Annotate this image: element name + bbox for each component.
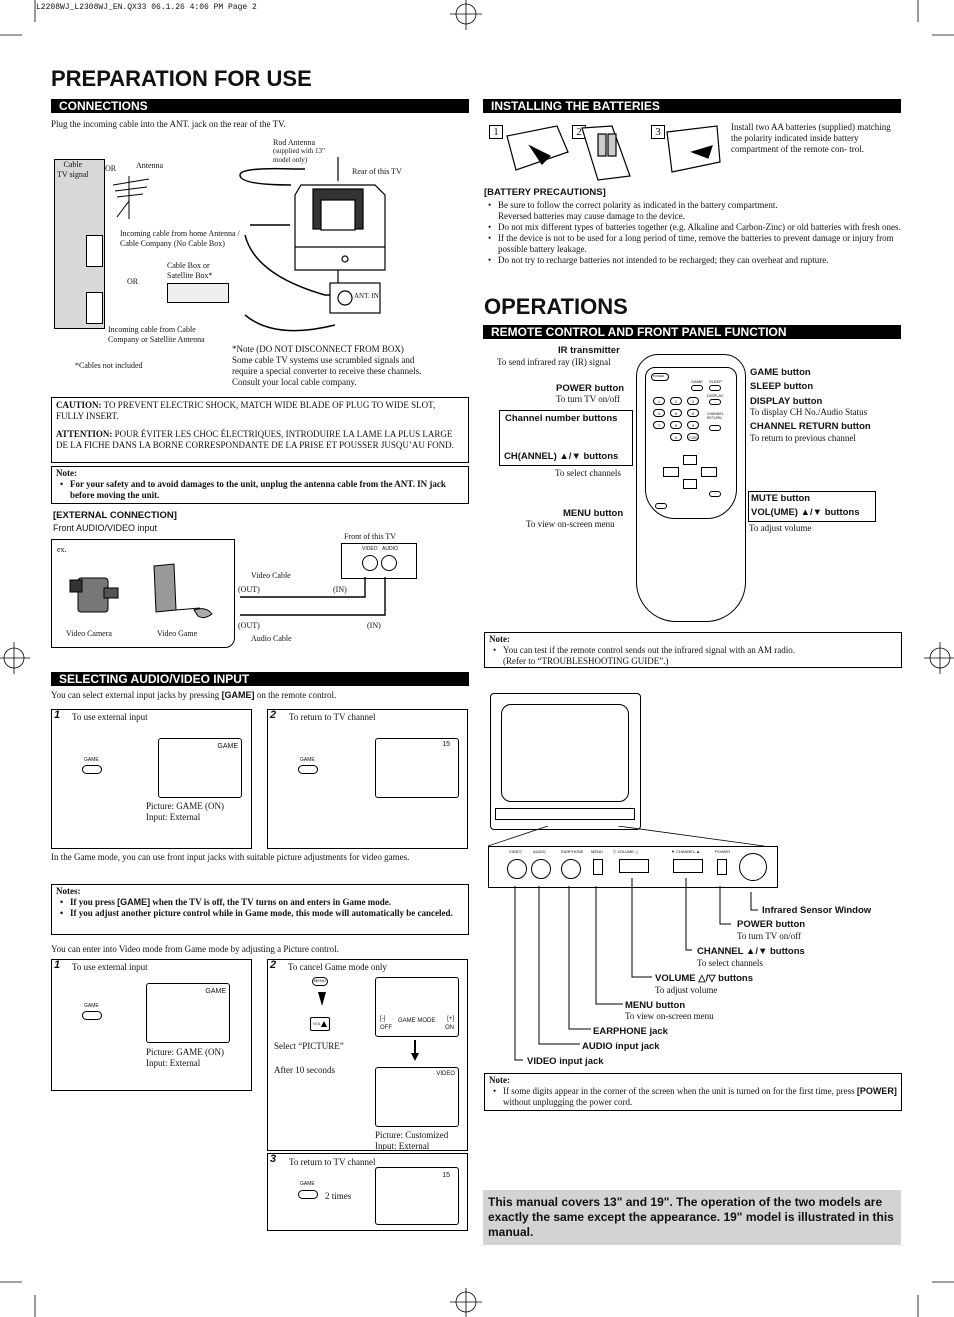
- step1-game-label: GAME: [84, 757, 99, 763]
- remote-number-button[interactable]: 3: [687, 397, 699, 405]
- two-times-text: 2 times: [325, 1191, 352, 1201]
- rear-tv-label: Rear of this TV: [352, 167, 402, 176]
- in-label-2: (IN): [367, 621, 381, 630]
- game-button-icon[interactable]: [82, 765, 102, 774]
- rod-antenna-note: (supplied with 13" model only): [273, 147, 325, 164]
- note-game-cancel: • If you adjust another picture control while in Game mode, this mode will automatically be canceled.: [56, 908, 464, 919]
- step1-screen: [158, 738, 242, 798]
- note-label: Note:: [56, 468, 77, 478]
- battery-install-text: Install two AA batteries (supplied) matching the polarity indicated inside battery compartment of the remote con- trol.: [731, 122, 891, 154]
- panel-label: POWER: [715, 849, 731, 854]
- notes-label: Notes:: [56, 886, 81, 896]
- remote-number-button[interactable]: 7: [653, 421, 665, 429]
- tv-screen: [501, 704, 629, 802]
- ir-transmitter-desc: To send infrared ray (IR) signal: [497, 357, 611, 367]
- precaution-item: • Be sure to follow the correct polarity as indicated in the battery compartment. Reversed batteries may cause damage to the device.: [484, 200, 902, 222]
- step1-number: 1: [54, 709, 61, 721]
- external-connection-heading: [EXTERNAL CONNECTION]: [53, 510, 177, 521]
- or-label-1: OR: [105, 164, 117, 173]
- panel-volume-desc: To adjust volume: [655, 985, 718, 995]
- cables-not-included: *Cables not included: [75, 361, 143, 370]
- volume-button-label: VOL(UME) ▲/▼ buttons: [751, 507, 860, 518]
- note-label: Note:: [489, 1075, 510, 1085]
- remote-menu-button[interactable]: [655, 503, 667, 509]
- antenna-icon: [109, 171, 154, 221]
- cable-box-icon: [167, 283, 229, 303]
- vstep1-number: 1: [54, 959, 61, 971]
- display-button-desc: To display CH No./Audio Status: [750, 407, 868, 417]
- panel-volume-label: VOLUME △/▽ buttons: [655, 973, 753, 984]
- power-button-desc: To turn TV on/off: [556, 394, 621, 404]
- vstep3-game-label: GAME: [300, 1181, 315, 1187]
- panel-menu-desc: To view on-screen menu: [625, 1011, 714, 1021]
- panel-callout-lines: [488, 826, 768, 848]
- ch-updown-label: CH(ANNEL) ▲/▼ buttons: [504, 451, 619, 462]
- remote-display-text: DISPLAY: [707, 393, 724, 398]
- menu-button-label: MENU button: [563, 508, 624, 519]
- battery-step-3: 3: [651, 125, 665, 139]
- remote-display-button[interactable]: [709, 399, 721, 405]
- panel-earphone-label: EARPHONE jack: [593, 1026, 668, 1037]
- battery-precautions-list: [484, 200, 902, 266]
- panel-label: MENU: [591, 849, 603, 854]
- step2-screen-text: 15: [442, 741, 450, 748]
- av-cables: [235, 565, 415, 635]
- remote-number-button[interactable]: 5: [670, 409, 682, 417]
- antenna-label: Antenna: [136, 161, 164, 170]
- vstep1-text: To use external input: [72, 962, 148, 972]
- step1-text: To use external input: [72, 712, 148, 722]
- remote-ch-up[interactable]: [683, 455, 697, 465]
- batteries-heading: INSTALLING THE BATTERIES: [483, 99, 901, 113]
- remote-direction-pad: [663, 455, 719, 491]
- vol-up-button-icon[interactable]: VOL: [310, 1017, 330, 1031]
- panel-power-desc: To turn TV on/off: [737, 931, 802, 941]
- ir-transmitter-label: IR transmitter: [558, 345, 620, 356]
- video-camera-icon: [66, 568, 122, 618]
- note-am-radio-box: [484, 632, 902, 668]
- note-label: Note:: [489, 634, 510, 644]
- cable-box-label: Cable Box or Satellite Box*: [167, 261, 213, 280]
- connections-heading: CONNECTIONS: [51, 99, 469, 113]
- manual-coverage-box: This manual covers 13" and 19". The operation of the two models are exactly the same except the appearance. 19" model is illustrated in this manual.: [483, 1190, 901, 1245]
- game-button-icon[interactable]: [298, 765, 318, 774]
- remote-number-button[interactable]: 4: [653, 409, 665, 417]
- scramble-note: *Note (DO NOT DISCONNECT FROM BOX) Some cable TV systems use scrambled signals and require a special converter to receive these channels. Consult your local cable company.: [232, 344, 422, 387]
- incoming-home-label: Incoming cable from home Antenna / Cable Company (No Cable Box): [120, 229, 240, 248]
- remote-chret-button[interactable]: [709, 425, 721, 431]
- rod-antenna-label: Rod Antenna: [273, 138, 315, 147]
- vstep1-game-label: GAME: [84, 1003, 99, 1009]
- panel-power-label: POWER button: [737, 919, 806, 930]
- step2-text: To return to TV channel: [289, 712, 376, 722]
- tv-control-strip: [495, 808, 635, 820]
- out-label-2: (OUT): [238, 621, 260, 630]
- ch-updown-desc: To select channels: [555, 468, 621, 478]
- panel-video-label: VIDEO input jack: [527, 1056, 604, 1067]
- remote-number-button[interactable]: 2: [670, 397, 682, 405]
- display-button-label: DISPLAY button: [750, 396, 823, 407]
- menu-button-desc: To view on-screen menu: [526, 519, 615, 529]
- cable-tv-signal-label: Cable TV signal: [57, 160, 89, 179]
- panel-label: ▽ VOLUME △: [613, 849, 639, 854]
- vstep3-screen: 15: [375, 1167, 459, 1225]
- panel-channel-buttons[interactable]: [673, 859, 703, 873]
- remote-chret-text: CHANNEL RETURN: [707, 412, 724, 420]
- remote-game-text: GAME: [691, 379, 703, 384]
- caution-text: CAUTION: TO PREVENT ELECTRIC SHOCK, MATCH WIDE BLADE OF PLUG TO WIDE SLOT, FULLY INSERT.: [56, 400, 436, 421]
- panel-volume-buttons[interactable]: [619, 859, 649, 873]
- incoming-box-label: Incoming cable from Cable Company or Satellite Antenna: [108, 325, 205, 344]
- page-title: PREPARATION FOR USE: [51, 66, 312, 91]
- step1-caption: Picture: GAME (ON) Input: External: [146, 801, 224, 822]
- channel-return-label: CHANNEL RETURN button: [750, 421, 871, 432]
- notes-game-box: [51, 884, 469, 935]
- vstep2-caption: Picture: Customized Input: External: [375, 1130, 449, 1151]
- game-mode-screen: [-] GAME MODE [+] OFF ON: [375, 977, 459, 1037]
- down-arrowhead-icon: [411, 1053, 419, 1061]
- game-mode-text: In the Game mode, you can use front input jacks with suitable picture adjustments for video games.: [51, 852, 410, 862]
- vstep1-caption: Picture: GAME (ON) Input: External: [146, 1047, 224, 1068]
- remote-heading: REMOTE CONTROL AND FRONT PANEL FUNCTION: [483, 325, 901, 339]
- note-power-text: • If some digits appear in the corner of the screen when the unit is turned on for the first time, press [POWER] without unplugging the power cord.: [489, 1086, 897, 1108]
- panel-label: VIDEO: [509, 849, 522, 854]
- wall-jack-2: [86, 292, 103, 324]
- panel-label: ▼ CHANNEL ▲: [671, 849, 701, 854]
- or-label-2: OR: [127, 277, 139, 286]
- video-cable-label: Video Cable: [251, 571, 291, 580]
- note-unplug-box: [51, 466, 469, 504]
- channel-return-desc: To return to previous channel: [750, 433, 856, 443]
- remote-game-button[interactable]: [691, 385, 703, 391]
- remote-sleep-text: SLEEP: [709, 379, 722, 384]
- battery-step-1: 1: [489, 125, 503, 139]
- remote-power-button[interactable]: POWER: [651, 373, 669, 381]
- remote-number-button[interactable]: 0: [670, 433, 682, 441]
- remote-vol-down[interactable]: [663, 467, 679, 477]
- remote-sleep-button[interactable]: [709, 385, 721, 391]
- operations-title: OPERATIONS: [484, 294, 628, 319]
- remote-number-button[interactable]: 8: [670, 421, 682, 429]
- caution-box: [51, 397, 469, 463]
- vstep3-text: To return to TV channel: [289, 1157, 376, 1167]
- front-tv-label: Front of this TV: [344, 532, 397, 541]
- vstep2-text: To cancel Game mode only: [288, 962, 387, 972]
- step2-number: 2: [270, 709, 277, 721]
- channel-number-label: Channel number buttons: [505, 413, 618, 424]
- power-button-label: POWER button: [556, 383, 625, 394]
- infrared-sensor-label: Infrared Sensor Window: [762, 905, 872, 916]
- attention-text: ATTENTION: POUR ÉVITER LES CHOC ÉLECTRIQUES, INTRODUIRE LA LAME LA PLUS LARGE DE LA FICHE DANS LA BORNE CORRESPONDANTE DE LA PRISE ET POUSSER JUSQU’AU FOND.: [56, 429, 454, 450]
- remote-vol-up[interactable]: [701, 467, 717, 477]
- remote-control-body: [636, 354, 746, 622]
- battery-precautions-label: [BATTERY PRECAUTIONS]: [484, 187, 606, 198]
- remote-ch-down[interactable]: [683, 479, 697, 489]
- selecting-intro: You can select external input jacks by pressing [GAME] on the remote control.: [51, 690, 337, 700]
- video-mode-text: You can enter into Video mode from Game mode by adjusting a Picture control.: [51, 944, 339, 954]
- panel-label: EARPHONE: [561, 849, 584, 854]
- video-camera-label: Video Camera: [66, 629, 112, 638]
- vstep3-number: 3: [270, 1153, 277, 1165]
- remote-number-button[interactable]: 9: [687, 421, 699, 429]
- sleep-button-label: SLEEP button: [750, 381, 814, 392]
- remote-keypad: [653, 397, 705, 447]
- precaution-item: • Do not mix different types of batteries together (e.g. Alkaline and Carbon-Zinc) or old batteries with fresh ones.: [484, 222, 902, 233]
- remote-mute-button[interactable]: [709, 491, 721, 497]
- tv-front-illustration: [490, 693, 641, 830]
- battery-step-2: 2: [572, 125, 586, 139]
- note-power-box: [484, 1073, 902, 1111]
- selecting-heading: SELECTING AUDIO/VIDEO INPUT: [51, 672, 469, 686]
- ex-label: ex.: [57, 545, 67, 554]
- mute-button-label: MUTE button: [751, 493, 811, 504]
- menu-button-icon[interactable]: MENU: [312, 977, 328, 986]
- game-button-icon[interactable]: [82, 1011, 102, 1020]
- down-arrow-icon: [414, 1040, 416, 1054]
- video-game-label: Video Game: [157, 629, 198, 638]
- out-label-1: (OUT): [238, 585, 260, 594]
- video-screen: VIDEO: [375, 1067, 459, 1127]
- connections-intro: Plug the incoming cable into the ANT. jack on the rear of the TV.: [51, 119, 286, 129]
- panel-channel-label: CHANNEL ▲/▼ buttons: [697, 946, 805, 957]
- down-arrow-icon: [318, 992, 326, 1006]
- ant-in-label: ANT. IN: [354, 292, 379, 300]
- battery-install-illustration: [502, 122, 724, 184]
- vstep2-number: 2: [270, 959, 277, 971]
- step1-screen-text: GAME: [217, 743, 238, 750]
- remote-number-button[interactable]: +100: [688, 435, 698, 440]
- game-button-icon[interactable]: [298, 1190, 318, 1199]
- panel-channel-desc: To select channels: [697, 958, 763, 968]
- precaution-item: • If the device is not to be used for a long period of time, remove the batteries to prevent damage or injury from possible battery leakage.: [484, 233, 902, 255]
- note-game-off: • If you press [GAME] when the TV is off, the TV turns on and enters in Game mode.: [56, 897, 464, 908]
- jack-video-label: VIDEO: [362, 546, 378, 552]
- wall-jack-1: [86, 235, 103, 267]
- select-picture-text: Select “PICTURE”: [274, 1041, 344, 1051]
- panel-label: AUDIO: [533, 849, 546, 854]
- in-label-1: (IN): [333, 585, 347, 594]
- panel-audio-label: AUDIO input jack: [582, 1041, 660, 1052]
- step2-screen: [375, 738, 459, 798]
- step2-game-label: GAME: [300, 757, 315, 763]
- jack-audio-label: AUDIO: [382, 546, 398, 552]
- remote-number-button[interactable]: 6: [687, 409, 699, 417]
- connections-diagram: [51, 135, 469, 395]
- panel-label-row: [489, 849, 779, 857]
- remote-number-button[interactable]: 1: [653, 397, 665, 405]
- vstep1-screen: [146, 983, 230, 1043]
- volume-button-desc: To adjust volume: [749, 523, 812, 533]
- file-header: L2208WJ_L2308WJ_EN.QX33 06.1.26 4:06 PM Page 2: [36, 3, 257, 12]
- game-button-label: GAME button: [750, 367, 811, 378]
- note-am-radio-text: • You can test if the remote control sends out the infrared signal with an AM radio. (Refer to “TROUBLESHOOTING GUIDE”.): [489, 645, 897, 667]
- video-game-icon: [146, 562, 216, 620]
- external-connection-sub: Front AUDIO/VIDEO input: [53, 523, 158, 533]
- note-unplug-text: • For your safety and to avoid damages to the unit, unplug the antenna cable from the ANT. IN jack before moving the unit.: [56, 479, 464, 501]
- audio-cable-label: Audio Cable: [251, 634, 292, 643]
- vstep1-screen-text: GAME: [205, 988, 226, 995]
- panel-menu-label: MENU button: [625, 1000, 686, 1011]
- precaution-item: • Do not try to recharge batteries not intended to be recharged; they can overheat and rupture.: [484, 255, 902, 266]
- after-seconds-text: After 10 seconds: [274, 1065, 335, 1075]
